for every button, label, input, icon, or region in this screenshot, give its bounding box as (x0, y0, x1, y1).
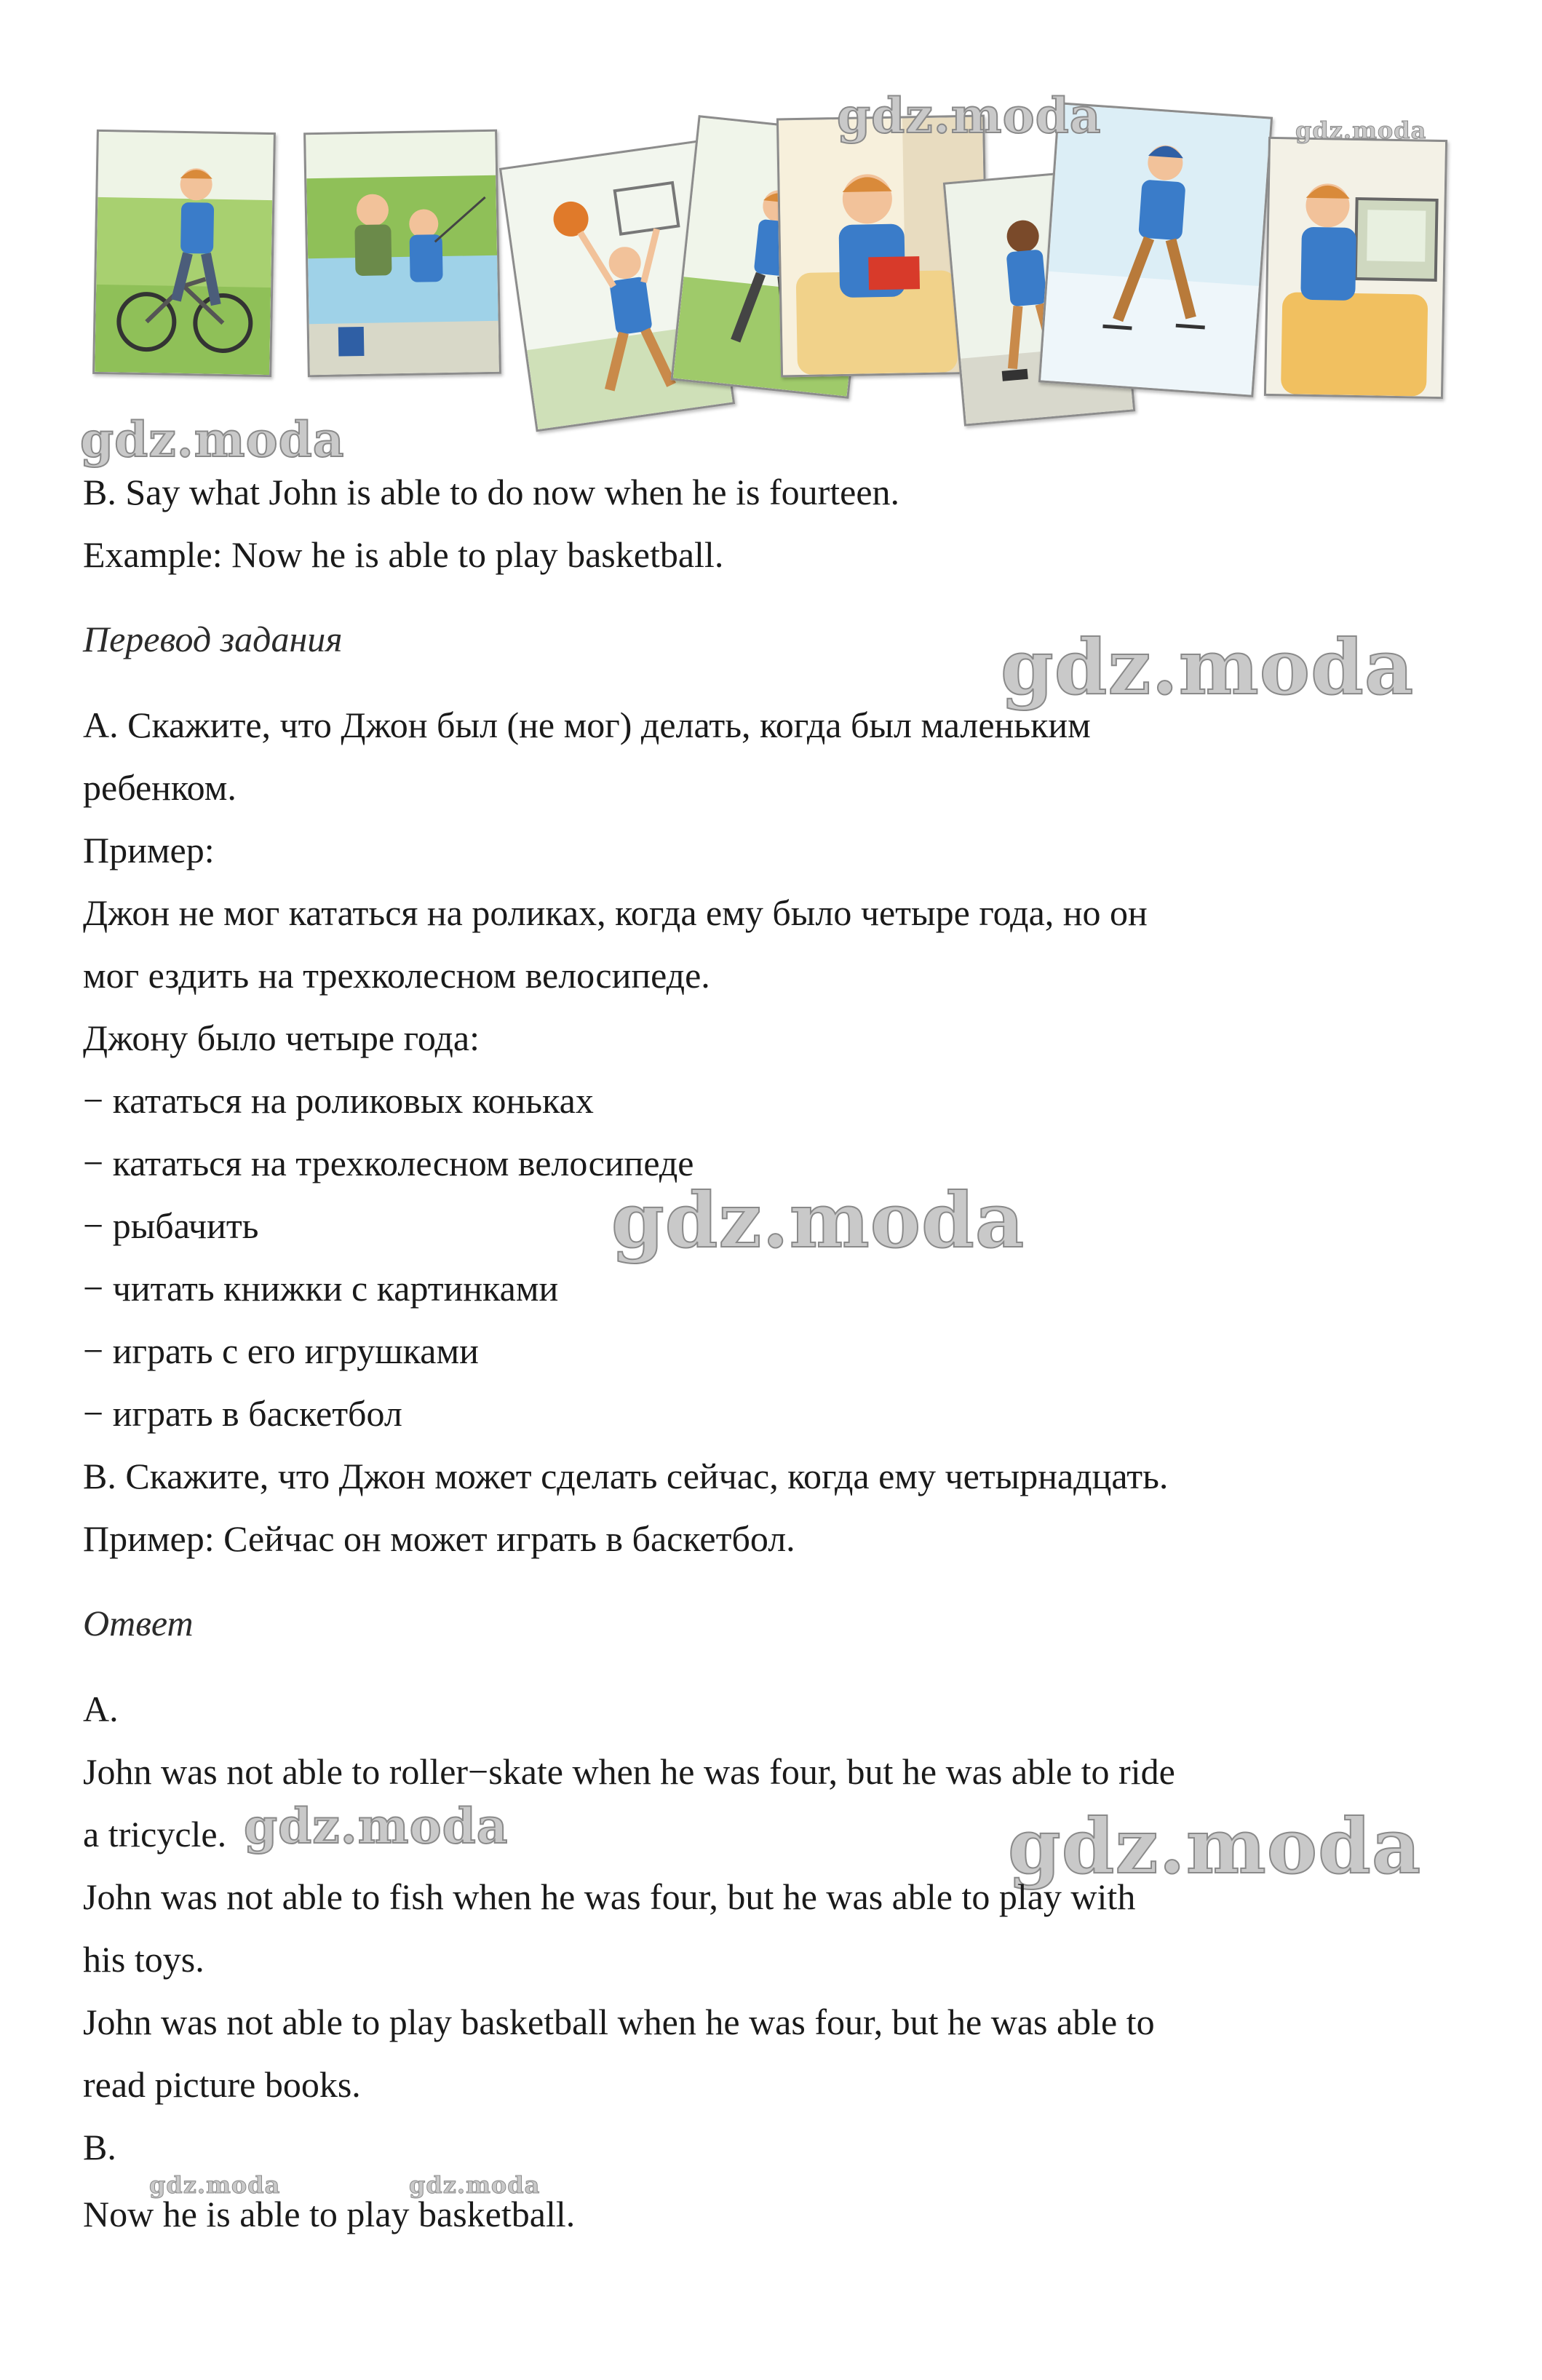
photo-computer-icon (1264, 137, 1447, 399)
answer-b-label: B. (83, 2127, 116, 2167)
translation-b-example: Пример: Сейчас он может играть в баскетбол. (83, 1518, 795, 1559)
answer-line: read picture books. (83, 2064, 361, 2105)
watermark: gdz.moda (409, 2171, 541, 2199)
answer-line: John was not able to fish when he was four, but he was able to play with (83, 1876, 1136, 1917)
answer-heading: Ответ (83, 1603, 194, 1643)
list-item: − играть с его игрушками (83, 1330, 479, 1371)
answer-b-line: Now he is able to play basketball. (83, 2194, 576, 2234)
translation-example-line: мог ездить на трехколесном велосипеде. (83, 955, 710, 996)
answer-a-label: A. (83, 1689, 119, 1729)
answer-line: John was not able to roller−skate when he was four, but he was able to ride (83, 1751, 1175, 1792)
translation-example-label: Пример: (83, 830, 215, 870)
task-b-instruction: B. Say what John is able to do now when he is fourteen. (83, 472, 900, 512)
translation-age-line: Джону было четыре года: (83, 1018, 480, 1058)
list-item: − кататься на трехколесном велосипеде (83, 1143, 694, 1183)
list-item: − читать книжки с картинками (83, 1268, 559, 1309)
translation-a-line: А. Скажите, что Джон был (не мог) делать, когда был маленьким (83, 705, 1091, 745)
watermark: gdz.moda (1008, 1801, 1422, 1891)
answer-line: his toys. (83, 1939, 204, 1980)
photo-fishing-icon (303, 130, 501, 378)
translation-a-line: ребенком. (83, 767, 237, 808)
illustration-strip (80, 95, 1448, 429)
answer-line: a tricycle. (83, 1814, 227, 1855)
watermark: gdz.moda (1001, 622, 1415, 712)
watermark: gdz.moda (1295, 116, 1427, 144)
list-item: − кататься на роликовых коньках (83, 1080, 594, 1121)
watermark: gdz.moda (611, 1175, 1025, 1265)
list-item: − рыбачить (83, 1205, 259, 1246)
photo-iceskate-icon (1038, 102, 1273, 397)
task-b-example: Example: Now he is able to play basketball. (83, 534, 724, 575)
translation-heading: Перевод задания (83, 619, 343, 659)
watermark: gdz.moda (837, 87, 1102, 144)
answer-line: John was not able to play basketball when he was four, but he was able to (83, 2002, 1155, 2042)
watermark: gdz.moda (149, 2171, 281, 2199)
photo-bike-icon (92, 130, 276, 377)
watermark: gdz.moda (80, 411, 345, 468)
watermark: gdz.moda (244, 1798, 509, 1855)
translation-b-line: B. Скажите, что Джон может сделать сейчас, когда ему четырнадцать. (83, 1456, 1169, 1496)
translation-example-line: Джон не мог кататься на роликах, когда ему было четыре года, но он (83, 892, 1148, 933)
list-item: − играть в баскетбол (83, 1393, 402, 1434)
